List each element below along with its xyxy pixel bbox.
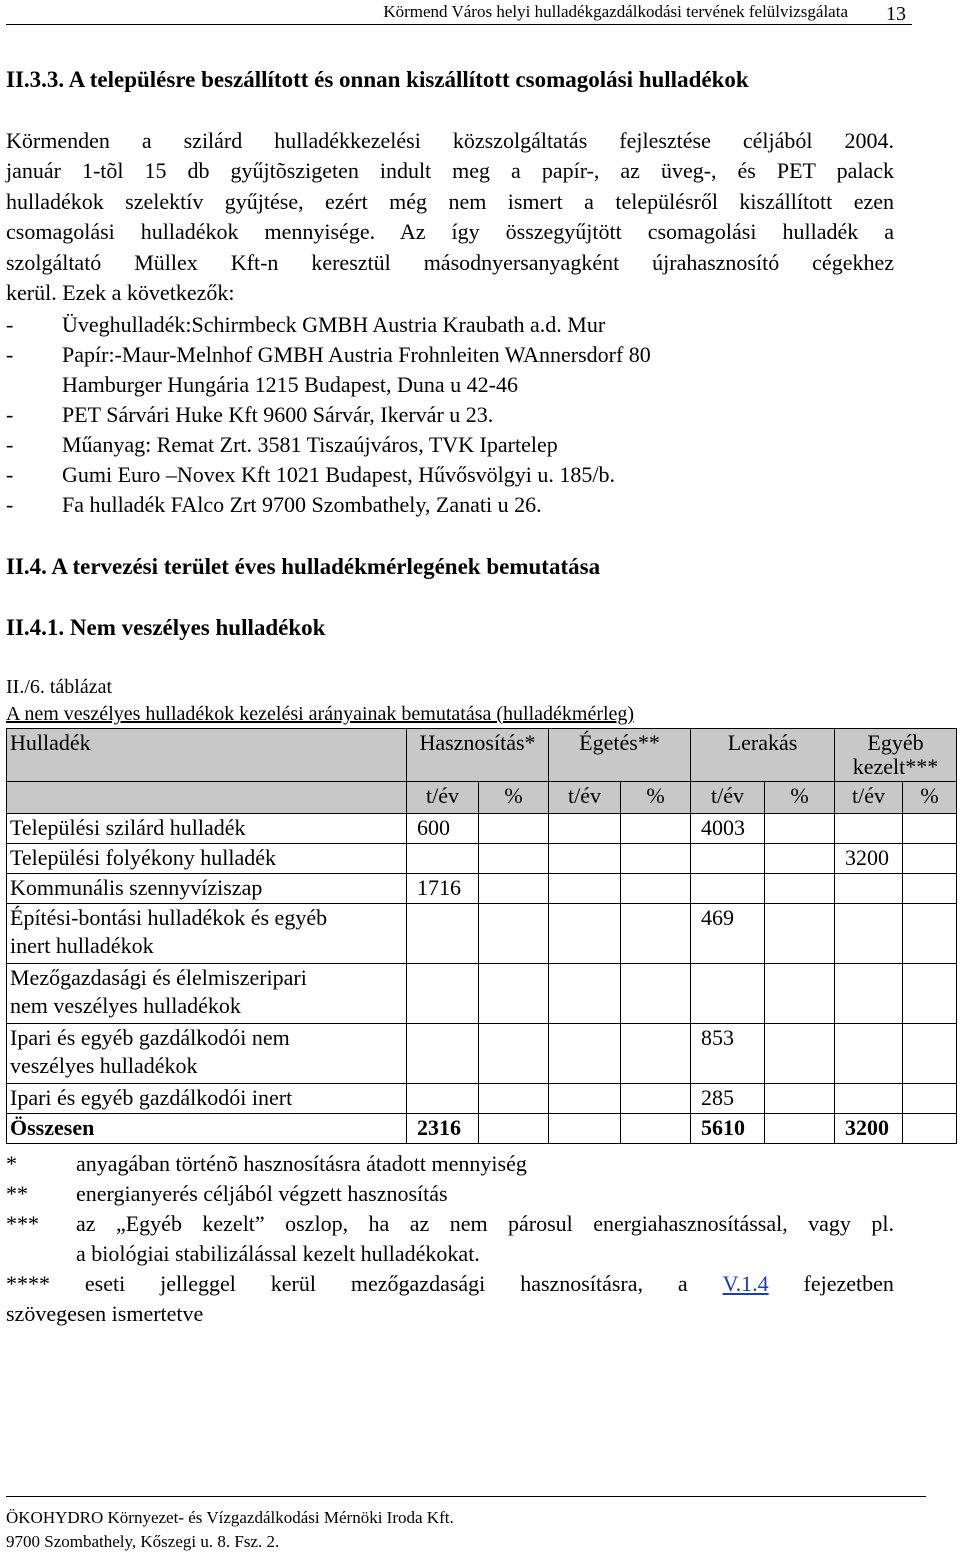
- recovery-value: [407, 1084, 479, 1114]
- other-value: [835, 874, 903, 904]
- paragraph-line: január 1-tõl 15 db gyűjtõszigeten indult meg a papír-, az üveg-, és PET palack: [6, 158, 894, 184]
- landfill-value: [691, 844, 765, 874]
- footnote-marker: ****: [6, 1271, 50, 1296]
- paragraph-line: Körmenden a szilárd hulladékkezelési közszolgáltatás fejlesztése céljából 2004.: [6, 128, 894, 153]
- table-cell: [479, 1114, 549, 1144]
- row-name: Települési folyékony hulladék: [7, 844, 407, 874]
- page-footer: [6, 1496, 926, 1554]
- paragraph-line: kerül. Ezek a következők:: [6, 279, 235, 305]
- other-value: [835, 814, 903, 844]
- row-name-line1: Ipari és egyéb gazdálkodói nem: [10, 1025, 290, 1050]
- table-cell: [903, 1024, 957, 1084]
- unit-cell: t/év: [549, 782, 621, 814]
- list-item-text: Üveghulladék:Schirmbeck GMBH Austria Kraubath a.d. Mur: [62, 312, 606, 337]
- page-header: [6, 0, 912, 25]
- table-cell: [765, 904, 835, 964]
- table-cell: [479, 844, 549, 874]
- footnote-word: mezőgazdasági: [350, 1271, 486, 1296]
- table-cell: [765, 874, 835, 904]
- row-name-line1: Mezőgazdasági és élelmiszeripari: [10, 965, 307, 990]
- table-row: [7, 904, 957, 964]
- list-item-text: Hamburger Hungária 1215 Budapest, Duna u 42-46: [62, 372, 518, 397]
- footnote: [6, 1209, 894, 1269]
- chapter-link[interactable]: V.1.4: [722, 1271, 769, 1296]
- table-cell: [549, 1114, 621, 1144]
- footnote-text: anyagában történõ hasznosításra átadott mennyiség: [76, 1151, 527, 1176]
- footnote-marker: ***: [6, 1211, 39, 1236]
- row-name: [7, 1024, 407, 1084]
- waste-balance-table: [6, 728, 957, 1144]
- row-name-line2: veszélyes hulladékok: [10, 1053, 198, 1078]
- other-value: [835, 1084, 903, 1114]
- other-value: 3200: [835, 844, 903, 874]
- list-dash: -: [6, 312, 14, 337]
- list-item-text: Gumi Euro –Novex Kft 1021 Budapest, Hűvősvölgyi u. 185/b.: [62, 462, 616, 487]
- table-label: II./6. táblázat: [6, 676, 113, 698]
- table-cell: [479, 904, 549, 964]
- table-row: [7, 1084, 957, 1114]
- footnote-word: fejezetben: [803, 1271, 894, 1296]
- footnote-text: energianyerés céljából végzett hasznosítás: [76, 1181, 448, 1206]
- footer-address: 9700 Szombathely, Kőszegi u. 8. Fsz. 2.: [6, 1532, 280, 1551]
- section-number: II.4.1.: [6, 615, 65, 640]
- landfill-value: 285: [691, 1084, 765, 1114]
- landfill-value: 4003: [691, 814, 765, 844]
- table-cell: [621, 1114, 691, 1144]
- row-name: Kommunális szennyvíziszap: [7, 874, 407, 904]
- table-total-row: [7, 1114, 957, 1144]
- list-dash: -: [6, 342, 14, 367]
- recovery-value: 1716: [407, 874, 479, 904]
- table-cell: [765, 1024, 835, 1084]
- total-label: Összesen: [7, 1114, 407, 1144]
- footnote-word: kerül: [270, 1271, 316, 1296]
- table-cell: [621, 1084, 691, 1114]
- section-number: II.4.: [6, 554, 47, 579]
- unit-cell: t/év: [835, 782, 903, 814]
- section-heading-2-4: [6, 553, 600, 581]
- total-recovery: 2316: [407, 1114, 479, 1144]
- table-cell: [479, 1084, 549, 1114]
- section-title: Nem veszélyes hulladékok: [69, 615, 326, 640]
- header-other-line2: kezelt***: [852, 754, 939, 779]
- table-cell: [549, 1084, 621, 1114]
- header-recovery: Hasznosítás*: [407, 729, 549, 782]
- list-item-text: Műanyag: Remat Zrt. 3581 Tiszaújváros, TVK Ipartelep: [62, 432, 558, 457]
- footnote-text: az „Egyéb kezelt” oszlop, ha az nem párosul energiahasznosítással, vagy pl.: [76, 1211, 894, 1236]
- landfill-value: 853: [691, 1024, 765, 1084]
- recovery-value: [407, 1024, 479, 1084]
- table-cell: [549, 874, 621, 904]
- row-name: Települési szilárd hulladék: [7, 814, 407, 844]
- recovery-value: 600: [407, 814, 479, 844]
- section-title: A tervezési terület éves hulladékmérlegének bemutatása: [51, 554, 601, 579]
- table-cell: [765, 1114, 835, 1144]
- row-name-line2: inert hulladékok: [10, 933, 154, 958]
- paragraph-line: szolgáltató Müllex Kft-n keresztül másodnyersanyagként újrahasznosító cégekhez: [6, 249, 894, 275]
- list-item: [6, 400, 494, 430]
- table-cell: [621, 814, 691, 844]
- footnote-word: jelleggel: [160, 1271, 236, 1296]
- section-heading-2-4-1: [6, 614, 325, 642]
- list-item: [6, 310, 606, 340]
- table-header-row: [7, 729, 957, 782]
- table-cell: [621, 964, 691, 1024]
- table-cell: [765, 814, 835, 844]
- list-item: [6, 460, 616, 490]
- header-landfill: Lerakás: [691, 729, 835, 782]
- table-cell: [765, 964, 835, 1024]
- list-item: [6, 430, 558, 460]
- list-dash: -: [6, 402, 14, 427]
- header-other-line1: Egyéb: [867, 730, 924, 755]
- table-cell: [7, 782, 407, 814]
- table-cell: [479, 874, 549, 904]
- row-name-line2: nem veszélyes hulladékok: [10, 993, 241, 1018]
- table-cell: [903, 1114, 957, 1144]
- paragraph-line: hulladékok szelektív gyűjtése, ezért még nem ismert a településről kiszállított ezen: [6, 188, 894, 214]
- body-paragraph: [6, 126, 894, 308]
- table-caption: A nem veszélyes hulladékok kezelési arányainak bemutatása (hulladékmérleg): [6, 703, 635, 725]
- table-cell: [765, 1084, 835, 1114]
- table-cell: [903, 964, 957, 1024]
- other-value: [835, 964, 903, 1024]
- list-item: [6, 490, 542, 520]
- paragraph-line: csomagolási hulladékok mennyisége. Az így összegyűjtött csomagolási hulladék a: [6, 219, 894, 245]
- footnote-word: a: [677, 1271, 688, 1296]
- table-cell: [903, 904, 957, 964]
- unit-cell: t/év: [691, 782, 765, 814]
- footnote-word: hasznosításra,: [520, 1271, 643, 1296]
- table-cell: [621, 1024, 691, 1084]
- unit-cell: %: [765, 782, 835, 814]
- footnote: [6, 1179, 894, 1209]
- unit-cell: %: [903, 782, 957, 814]
- unit-cell: %: [479, 782, 549, 814]
- footnote-text-line2: a biológiai stabilizálással kezelt hulladékokat.: [76, 1241, 480, 1266]
- row-name-line1: Építési-bontási hulladékok és egyéb: [10, 905, 328, 930]
- table-row: [7, 1024, 957, 1084]
- footnote: [6, 1149, 894, 1179]
- section-number: II.3.3.: [6, 67, 65, 92]
- table-cell: [549, 814, 621, 844]
- row-name: [7, 904, 407, 964]
- header-waste: Hulladék: [7, 729, 407, 782]
- page-number: 13: [886, 3, 906, 25]
- table-cell: [765, 844, 835, 874]
- list-dash: -: [6, 462, 14, 487]
- unit-cell: t/év: [407, 782, 479, 814]
- list-dash: -: [6, 492, 14, 517]
- table-cell: [621, 904, 691, 964]
- recovery-value: [407, 904, 479, 964]
- section-title: A településre beszállított és onnan kiszállított csomagolási hulladékok: [68, 67, 749, 92]
- list-item-text: PET Sárvári Huke Kft 9600 Sárvár, Ikervár u 23.: [62, 402, 494, 427]
- table-cell: [549, 1024, 621, 1084]
- footer-company: ÖKOHYDRO Környezet- és Vízgazdálkodási Mérnöki Iroda Kft.: [6, 1508, 454, 1527]
- header-other-treated: [835, 729, 957, 782]
- list-item: [6, 370, 518, 400]
- table-cell: [479, 964, 549, 1024]
- list-item-text: Papír:-Maur-Melnhof GMBH Austria Frohnleiten WAnnersdorf 80: [62, 342, 651, 367]
- footnote-marker: *: [6, 1151, 17, 1176]
- table-cell: [549, 844, 621, 874]
- table-row: [7, 964, 957, 1024]
- table-cell: [903, 844, 957, 874]
- table-cell: [903, 874, 957, 904]
- list-item: [6, 340, 651, 370]
- table-row: [7, 874, 957, 904]
- table-cell: [903, 814, 957, 844]
- landfill-value: [691, 964, 765, 1024]
- row-name: [7, 964, 407, 1024]
- table-cell: [621, 844, 691, 874]
- total-other: 3200: [835, 1114, 903, 1144]
- section-heading-2-3-3: [6, 66, 749, 94]
- table-unit-row: [7, 782, 957, 814]
- table-cell: [621, 874, 691, 904]
- row-name: Ipari és egyéb gazdálkodói inert: [7, 1084, 407, 1114]
- table-cell: [549, 904, 621, 964]
- other-value: [835, 1024, 903, 1084]
- table-row: [7, 814, 957, 844]
- other-value: [835, 904, 903, 964]
- footnote-word: eseti: [84, 1271, 126, 1296]
- recovery-value: [407, 964, 479, 1024]
- footer-rule: [6, 1496, 926, 1497]
- landfill-value: [691, 874, 765, 904]
- table-row: [7, 844, 957, 874]
- footnote: [6, 1269, 894, 1329]
- recovery-value: [407, 844, 479, 874]
- landfill-value: 469: [691, 904, 765, 964]
- table-cell: [479, 1024, 549, 1084]
- footnote-line: [6, 1269, 894, 1299]
- unit-cell: %: [621, 782, 691, 814]
- footnote-marker: **: [6, 1181, 28, 1206]
- list-dash: -: [6, 432, 14, 457]
- footnote-text-line2: szövegesen ismertetve: [6, 1301, 204, 1326]
- list-item-text: Fa hulladék FAlco Zrt 9700 Szombathely, Zanati u 26.: [62, 492, 542, 517]
- header-title: Körmend Város helyi hulladékgazdálkodási tervének felülvizsgálata: [383, 2, 848, 21]
- table-cell: [549, 964, 621, 1024]
- table-cell: [903, 1084, 957, 1114]
- table-cell: [479, 814, 549, 844]
- header-incineration: Égetés**: [549, 729, 691, 782]
- total-landfill: 5610: [691, 1114, 765, 1144]
